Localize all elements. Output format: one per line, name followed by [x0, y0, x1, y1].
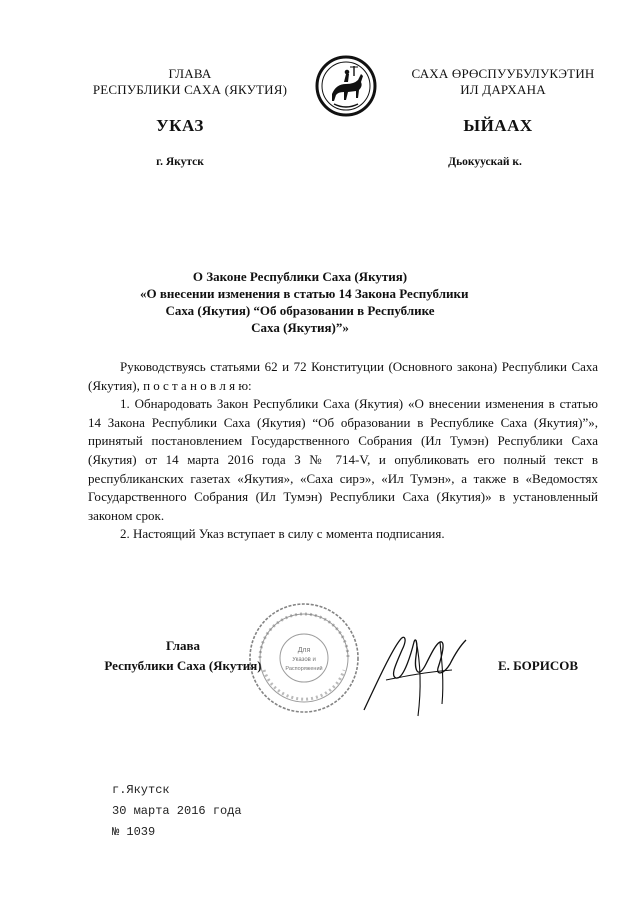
header-right-authority — [388, 66, 618, 98]
svg-text:Для: Для — [297, 647, 311, 654]
round-seal-stamp-icon — [246, 600, 362, 716]
decree-title-yakut: ЫЙААХ — [463, 116, 533, 135]
city-yakut: Дьокуускай к. — [448, 156, 522, 168]
handwritten-signature-icon — [356, 620, 476, 720]
signatory-title-line2: Республики Саха (Якутия) — [104, 658, 262, 673]
svg-text:Указов и: Указов и — [292, 657, 316, 663]
header-right-line1: САХА ӨРӨСПУУБУЛУКЭТИН — [411, 66, 595, 81]
svg-text:Распоряжений: Распоряжений — [285, 666, 323, 672]
header-left-line1: ГЛАВА — [168, 66, 212, 81]
registration-footer — [112, 780, 242, 843]
subject-line: Саха (Якутия) “Об образовании в Республике — [165, 303, 435, 318]
signatory-title-line1: Глава — [165, 638, 201, 653]
decree-subject-heading — [140, 268, 469, 336]
subject-line: «О внесении изменения в статью 14 Закона Республики — [140, 286, 469, 301]
body-item-2: 2. Настоящий Указ вступает в силу с момента подписания. — [120, 526, 445, 542]
body-intro-paragraph: Руководствуясь статьями 62 и 72 Конституции (Основного закона) Республики Саха (Якутия), п о с т а н о в л я ю: — [88, 359, 598, 393]
coat-of-arms-emblem-icon — [314, 54, 378, 118]
decree-title-russian: УКАЗ — [156, 116, 204, 135]
signatory-name: Е. БОРИСОВ — [498, 658, 579, 673]
footer-city: г.Якутск — [112, 783, 170, 797]
footer-date: 30 марта 2016 года — [112, 804, 242, 818]
header-right-line2: ИЛ ДАРХАНА — [460, 82, 546, 97]
footer-number: № 1039 — [112, 825, 156, 839]
body-item-1: 1. Обнародовать Закон Республики Саха (Якутия) «О внесении изменения в статью 14 Закона Республики Саха (Якутия) “Об образовании в Республике Саха (Якутия)”», принятый постановлением Государственного Собрания (Ил Тумэн) Республики Саха (Якутия) от 14 марта 2016 года З № 714-V, и опубликовать его полный текст в республиканских газетах «Якутия», «Саха сирэ», «Ил Тумэн», а также в «Ведомостях Государственного Собрания (Ил Тумэн) Республики Саха (Якутия)» в установленный законом срок. — [88, 396, 598, 523]
subject-line: О Законе Республики Саха (Якутия) — [192, 269, 408, 284]
header-left-authority — [60, 66, 320, 98]
header-left-line2: РЕСПУБЛИКИ САХА (ЯКУТИЯ) — [92, 82, 288, 97]
city-russian: г. Якутск — [156, 156, 204, 168]
decree-body — [88, 358, 598, 544]
subject-line: Саха (Якутия)”» — [251, 320, 349, 335]
